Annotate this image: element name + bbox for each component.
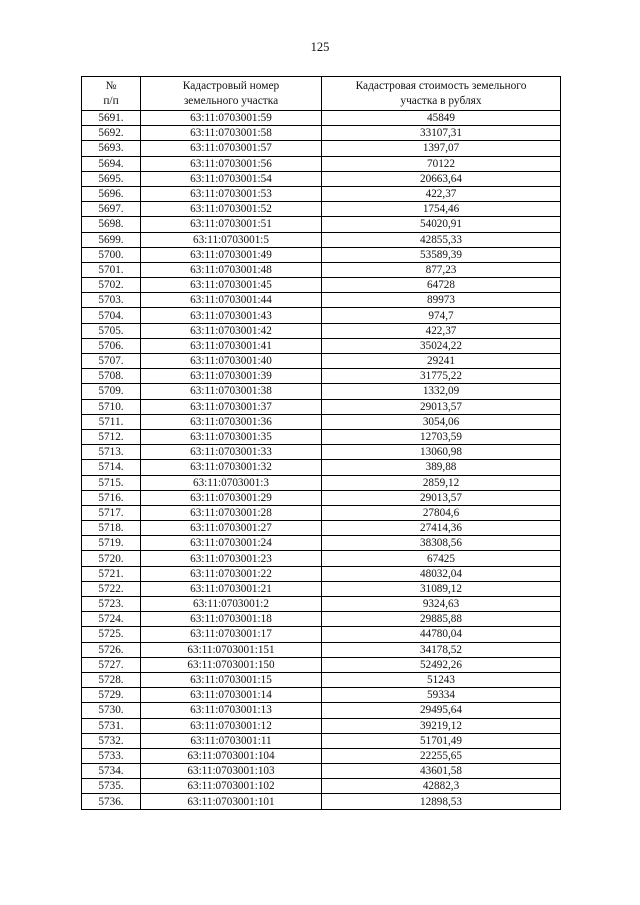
row-number: 5729.	[82, 688, 141, 703]
row-number: 5708.	[82, 369, 141, 384]
table-row	[82, 627, 561, 642]
table-row	[82, 642, 561, 657]
cadastral-value: 52492,26	[322, 657, 561, 672]
table-row	[82, 369, 561, 384]
cadastral-value: 33107,31	[322, 126, 561, 141]
cadastral-number: 63:11:0703001:12	[141, 718, 322, 733]
row-number: 5695.	[82, 171, 141, 186]
row-number: 5696.	[82, 186, 141, 201]
row-number: 5732.	[82, 733, 141, 748]
table-row	[82, 141, 561, 156]
cadastral-value: 1397,07	[322, 141, 561, 156]
cadastral-value: 54020,91	[322, 217, 561, 232]
table-row	[82, 551, 561, 566]
table-row	[82, 232, 561, 247]
cadastral-number: 63:11:0703001:18	[141, 612, 322, 627]
header-cadastral-value-line1: Кадастровая стоимость земельного	[355, 79, 527, 92]
row-number: 5733.	[82, 748, 141, 763]
table-row	[82, 460, 561, 475]
cadastral-value: 48032,04	[322, 566, 561, 581]
cadastral-number: 63:11:0703001:32	[141, 460, 322, 475]
header-cadastral-number-line2: земельного участка	[183, 94, 279, 107]
header-number	[82, 77, 141, 111]
cadastral-number: 63:11:0703001:33	[141, 445, 322, 460]
row-number: 5703.	[82, 293, 141, 308]
cadastral-number: 63:11:0703001:51	[141, 217, 322, 232]
cadastral-number: 63:11:0703001:27	[141, 521, 322, 536]
row-number: 5700.	[82, 247, 141, 262]
cadastral-table	[81, 76, 561, 810]
cadastral-number: 63:11:0703001:150	[141, 657, 322, 672]
cadastral-value: 44780,04	[322, 627, 561, 642]
cadastral-number: 63:11:0703001:43	[141, 308, 322, 323]
cadastral-value: 67425	[322, 551, 561, 566]
cadastral-value: 422,37	[322, 323, 561, 338]
cadastral-number: 63:11:0703001:15	[141, 672, 322, 687]
cadastral-value: 31775,22	[322, 369, 561, 384]
row-number: 5706.	[82, 338, 141, 353]
table-row	[82, 217, 561, 232]
cadastral-number: 63:11:0703001:29	[141, 490, 322, 505]
row-number: 5697.	[82, 202, 141, 217]
cadastral-number: 63:11:0703001:3	[141, 475, 322, 490]
cadastral-value: 29495,64	[322, 703, 561, 718]
row-number: 5711.	[82, 414, 141, 429]
row-number: 5734.	[82, 764, 141, 779]
row-number: 5716.	[82, 490, 141, 505]
cadastral-value: 974,7	[322, 308, 561, 323]
cadastral-number: 63:11:0703001:21	[141, 581, 322, 596]
table-row	[82, 536, 561, 551]
cadastral-value: 42855,33	[322, 232, 561, 247]
row-number: 5724.	[82, 612, 141, 627]
cadastral-number: 63:11:0703001:22	[141, 566, 322, 581]
row-number: 5692.	[82, 126, 141, 141]
table-row	[82, 475, 561, 490]
cadastral-number: 63:11:0703001:44	[141, 293, 322, 308]
table-row	[82, 779, 561, 794]
cadastral-number: 63:11:0703001:54	[141, 171, 322, 186]
row-number: 5712.	[82, 429, 141, 444]
cadastral-value: 877,23	[322, 262, 561, 277]
cadastral-value: 27414,36	[322, 521, 561, 536]
table-row	[82, 354, 561, 369]
table-row	[82, 794, 561, 809]
table-row	[82, 399, 561, 414]
cadastral-value: 35024,22	[322, 338, 561, 353]
table-row	[82, 597, 561, 612]
cadastral-value: 45849	[322, 111, 561, 126]
cadastral-value: 42882,3	[322, 779, 561, 794]
table-row	[82, 278, 561, 293]
header-cadastral-value	[322, 77, 561, 111]
row-number: 5693.	[82, 141, 141, 156]
cadastral-number: 63:11:0703001:37	[141, 399, 322, 414]
cadastral-value: 12898,53	[322, 794, 561, 809]
cadastral-number: 63:11:0703001:41	[141, 338, 322, 353]
row-number: 5725.	[82, 627, 141, 642]
table-row	[82, 429, 561, 444]
cadastral-value: 29013,57	[322, 399, 561, 414]
row-number: 5730.	[82, 703, 141, 718]
cadastral-value: 43601,58	[322, 764, 561, 779]
row-number: 5720.	[82, 551, 141, 566]
cadastral-number: 63:11:0703001:49	[141, 247, 322, 262]
row-number: 5735.	[82, 779, 141, 794]
cadastral-value: 51243	[322, 672, 561, 687]
row-number: 5721.	[82, 566, 141, 581]
row-number: 5714.	[82, 460, 141, 475]
page-number: 125	[310, 40, 330, 54]
cadastral-number: 63:11:0703001:40	[141, 354, 322, 369]
cadastral-number: 63:11:0703001:101	[141, 794, 322, 809]
header-number-line1: №	[105, 79, 117, 92]
cadastral-value: 34178,52	[322, 642, 561, 657]
cadastral-value: 29013,57	[322, 490, 561, 505]
row-number: 5694.	[82, 156, 141, 171]
cadastral-value: 2859,12	[322, 475, 561, 490]
row-number: 5691.	[82, 111, 141, 126]
cadastral-value: 22255,65	[322, 748, 561, 763]
row-number: 5727.	[82, 657, 141, 672]
row-number: 5713.	[82, 445, 141, 460]
row-number: 5701.	[82, 262, 141, 277]
row-number: 5705.	[82, 323, 141, 338]
header-number-line2: п/п	[103, 94, 119, 107]
cadastral-value: 29241	[322, 354, 561, 369]
table-row	[82, 247, 561, 262]
cadastral-number: 63:11:0703001:38	[141, 384, 322, 399]
table-row	[82, 156, 561, 171]
table-row	[82, 186, 561, 201]
cadastral-number: 63:11:0703001:103	[141, 764, 322, 779]
table-row	[82, 445, 561, 460]
cadastral-value: 64728	[322, 278, 561, 293]
row-number: 5717.	[82, 505, 141, 520]
cadastral-number: 63:11:0703001:151	[141, 642, 322, 657]
row-number: 5722.	[82, 581, 141, 596]
table-row	[82, 672, 561, 687]
cadastral-number: 63:11:0703001:28	[141, 505, 322, 520]
cadastral-value: 1332,09	[322, 384, 561, 399]
cadastral-number: 63:11:0703001:24	[141, 536, 322, 551]
row-number: 5731.	[82, 718, 141, 733]
cadastral-number: 63:11:0703001:35	[141, 429, 322, 444]
row-number: 5699.	[82, 232, 141, 247]
table-row	[82, 748, 561, 763]
table-header-row	[82, 77, 561, 111]
row-number: 5718.	[82, 521, 141, 536]
cadastral-number: 63:11:0703001:39	[141, 369, 322, 384]
cadastral-number: 63:11:0703001:42	[141, 323, 322, 338]
cadastral-number: 63:11:0703001:45	[141, 278, 322, 293]
cadastral-number: 63:11:0703001:2	[141, 597, 322, 612]
table-row	[82, 521, 561, 536]
row-number: 5704.	[82, 308, 141, 323]
cadastral-value: 20663,64	[322, 171, 561, 186]
cadastral-value: 1754,46	[322, 202, 561, 217]
table-row	[82, 764, 561, 779]
cadastral-value: 53589,39	[322, 247, 561, 262]
cadastral-value: 27804,6	[322, 505, 561, 520]
cadastral-number: 63:11:0703001:11	[141, 733, 322, 748]
table-row	[82, 566, 561, 581]
cadastral-number: 63:11:0703001:104	[141, 748, 322, 763]
table-row	[82, 688, 561, 703]
row-number: 5728.	[82, 672, 141, 687]
cadastral-number: 63:11:0703001:23	[141, 551, 322, 566]
cadastral-value: 31089,12	[322, 581, 561, 596]
table-row	[82, 323, 561, 338]
table-row	[82, 718, 561, 733]
table-row	[82, 581, 561, 596]
table-row	[82, 126, 561, 141]
cadastral-value: 9324,63	[322, 597, 561, 612]
table-body	[82, 111, 561, 810]
cadastral-value: 12703,59	[322, 429, 561, 444]
cadastral-value: 89973	[322, 293, 561, 308]
table-row	[82, 308, 561, 323]
header-cadastral-number-line1: Кадастровый номер	[182, 79, 280, 92]
table-row	[82, 612, 561, 627]
row-number: 5707.	[82, 354, 141, 369]
cadastral-value: 29885,88	[322, 612, 561, 627]
cadastral-number: 63:11:0703001:5	[141, 232, 322, 247]
cadastral-number: 63:11:0703001:56	[141, 156, 322, 171]
cadastral-value: 3054,06	[322, 414, 561, 429]
table-row	[82, 703, 561, 718]
header-cadastral-value-line2: участка в рублях	[400, 94, 482, 107]
table-row	[82, 171, 561, 186]
table-row	[82, 202, 561, 217]
table-row	[82, 490, 561, 505]
cadastral-value: 51701,49	[322, 733, 561, 748]
table-row	[82, 505, 561, 520]
cadastral-value: 39219,12	[322, 718, 561, 733]
cadastral-number: 63:11:0703001:57	[141, 141, 322, 156]
row-number: 5702.	[82, 278, 141, 293]
table-row	[82, 338, 561, 353]
cadastral-value: 13060,98	[322, 445, 561, 460]
cadastral-number: 63:11:0703001:52	[141, 202, 322, 217]
header-cadastral-number	[141, 77, 322, 111]
row-number: 5736.	[82, 794, 141, 809]
cadastral-number: 63:11:0703001:59	[141, 111, 322, 126]
row-number: 5719.	[82, 536, 141, 551]
cadastral-value: 59334	[322, 688, 561, 703]
cadastral-value: 38308,56	[322, 536, 561, 551]
table-row	[82, 262, 561, 277]
cadastral-number: 63:11:0703001:48	[141, 262, 322, 277]
cadastral-number: 63:11:0703001:102	[141, 779, 322, 794]
row-number: 5698.	[82, 217, 141, 232]
row-number: 5709.	[82, 384, 141, 399]
cadastral-value: 389,88	[322, 460, 561, 475]
cadastral-number: 63:11:0703001:14	[141, 688, 322, 703]
table-row	[82, 657, 561, 672]
row-number: 5710.	[82, 399, 141, 414]
cadastral-number: 63:11:0703001:36	[141, 414, 322, 429]
cadastral-number: 63:11:0703001:17	[141, 627, 322, 642]
table-row	[82, 414, 561, 429]
row-number: 5715.	[82, 475, 141, 490]
cadastral-value: 70122	[322, 156, 561, 171]
row-number: 5726.	[82, 642, 141, 657]
cadastral-value: 422,37	[322, 186, 561, 201]
cadastral-number: 63:11:0703001:13	[141, 703, 322, 718]
table-row	[82, 111, 561, 126]
cadastral-number: 63:11:0703001:58	[141, 126, 322, 141]
table-row	[82, 384, 561, 399]
table-row	[82, 733, 561, 748]
table-row	[82, 293, 561, 308]
row-number: 5723.	[82, 597, 141, 612]
cadastral-number: 63:11:0703001:53	[141, 186, 322, 201]
